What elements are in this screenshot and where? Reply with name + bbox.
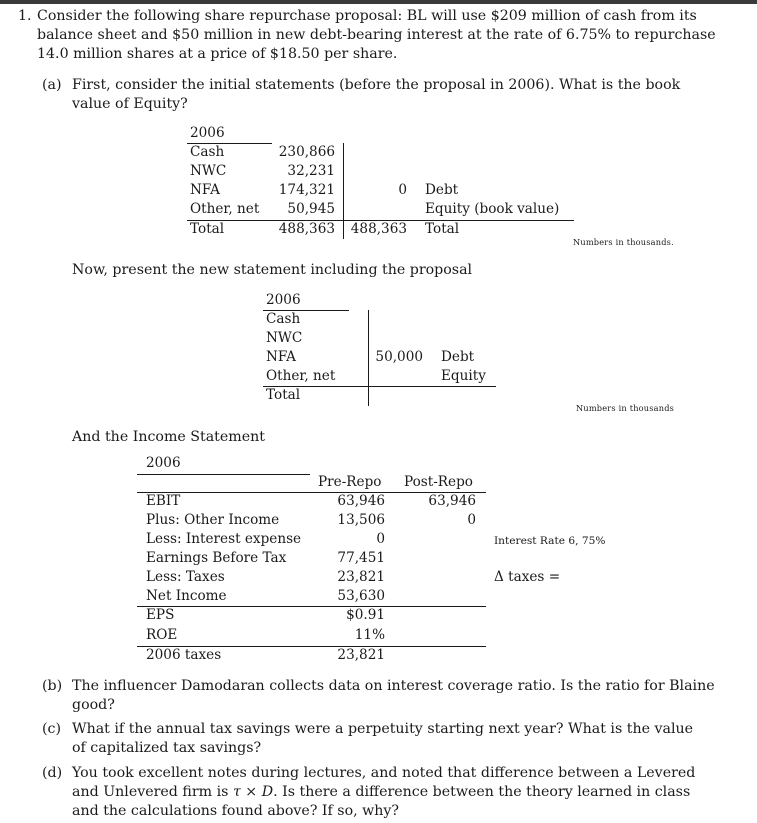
bs2-divider bbox=[368, 310, 369, 406]
bs1-row-nwc: NWC bbox=[190, 163, 227, 179]
is-col-post: Post-Repo bbox=[404, 474, 473, 490]
is-row-net-income: Net Income bbox=[146, 588, 227, 604]
bs1-row-total: Total bbox=[190, 221, 225, 237]
income-intro: And the Income Statement bbox=[72, 429, 265, 445]
is-taxes-rule bbox=[137, 646, 486, 647]
bs1-asset-cash: 230,866 bbox=[278, 144, 335, 160]
new-statement-intro: Now, present the new statement including the proposal bbox=[72, 262, 473, 278]
is-row-eps: EPS bbox=[146, 607, 175, 623]
bs1-asset-nfa: 174,321 bbox=[278, 182, 335, 198]
is-row-ebt: Earnings Before Tax bbox=[146, 550, 287, 566]
part-a-line-2: value of Equity? bbox=[72, 96, 188, 112]
is-row-roe: ROE bbox=[146, 627, 178, 643]
is-row-other-income: Plus: Other Income bbox=[146, 512, 280, 528]
part-a-line-1: First, consider the initial statements (before the proposal in 2006). What is the book bbox=[72, 77, 681, 93]
bs2-debt-value: 50,000 bbox=[375, 349, 423, 365]
bs2-row-total: Total bbox=[266, 387, 301, 403]
part-d-line-2 bbox=[72, 783, 690, 802]
bs2-note: Numbers in thousands bbox=[576, 403, 675, 413]
part-d-line-2-pre: and Unlevered firm is bbox=[72, 784, 233, 800]
bs1-note: Numbers in thousands. bbox=[573, 237, 674, 247]
part-c-line-1: What if the annual tax savings were a perpetuity starting next year? What is the value bbox=[72, 721, 694, 737]
part-a-label: (a) bbox=[42, 77, 62, 93]
bs1-row-other: Other, net bbox=[190, 201, 260, 217]
part-c-line-2: of capitalized tax savings? bbox=[72, 740, 262, 756]
debt-symbol: D bbox=[261, 784, 274, 800]
bs1-debt-value: 0 bbox=[398, 182, 407, 198]
bs1-row-nfa: NFA bbox=[190, 182, 220, 198]
problem-number: 1. bbox=[18, 8, 32, 24]
bs2-row-nfa: NFA bbox=[266, 349, 296, 365]
is-pre-ebit: 63,946 bbox=[337, 493, 385, 509]
part-b-line-2: good? bbox=[72, 697, 115, 713]
bs2-total-rule bbox=[263, 386, 496, 387]
bs1-total-label: Total bbox=[425, 221, 460, 237]
bs1-year: 2006 bbox=[190, 125, 225, 141]
is-row-interest: Less: Interest expense bbox=[146, 531, 302, 547]
part-d-line-2-post: . Is there a difference between the theory learned in class bbox=[273, 784, 691, 800]
is-eps-rule bbox=[137, 606, 486, 607]
times-symbol: × bbox=[240, 784, 262, 800]
is-pre-net-income: 53,630 bbox=[337, 588, 385, 604]
bs1-asset-other: 50,945 bbox=[287, 201, 335, 217]
is-row-2006-taxes: 2006 taxes bbox=[146, 647, 222, 663]
bs2-row-cash: Cash bbox=[266, 311, 301, 327]
bs2-equity-label: Equity bbox=[441, 368, 486, 384]
is-pre-ebt: 77,451 bbox=[337, 550, 385, 566]
is-post-other-income: 0 bbox=[467, 512, 476, 528]
bs1-debt-label: Debt bbox=[425, 182, 459, 198]
bs1-row-cash: Cash bbox=[190, 144, 225, 160]
part-b-label: (b) bbox=[42, 678, 63, 694]
is-delta-taxes: Δ taxes = bbox=[494, 569, 561, 585]
is-post-ebit: 63,946 bbox=[428, 493, 476, 509]
part-d-line-1: You took excellent notes during lectures, and noted that difference between a Levered bbox=[72, 765, 696, 781]
top-border bbox=[0, 0, 757, 4]
bs2-row-other: Other, net bbox=[266, 368, 336, 384]
bs2-year: 2006 bbox=[266, 292, 301, 308]
part-c-label: (c) bbox=[42, 721, 62, 737]
part-d-line-3: and the calculations found above? If so, why? bbox=[72, 803, 400, 819]
problem-line-3: 14.0 million shares at a price of $18.50 per share. bbox=[37, 46, 398, 62]
bs2-row-nwc: NWC bbox=[266, 330, 303, 346]
is-pre-taxes: 23,821 bbox=[337, 569, 385, 585]
bs2-debt-label: Debt bbox=[441, 349, 475, 365]
tau-symbol: τ bbox=[232, 784, 241, 800]
is-year: 2006 bbox=[146, 455, 181, 471]
is-interest-note: Interest Rate 6, 75% bbox=[494, 535, 606, 547]
is-row-ebit: EBIT bbox=[146, 493, 181, 509]
is-pre-roe: 11% bbox=[354, 627, 385, 643]
is-pre-other-income: 13,506 bbox=[337, 512, 385, 528]
is-pre-interest: 0 bbox=[376, 531, 385, 547]
is-pre-2006-taxes: 23,821 bbox=[337, 647, 385, 663]
is-pre-eps: $0.91 bbox=[346, 607, 385, 623]
problem-line-1: Consider the following share repurchase proposal: BL will use $209 million of cash from its bbox=[37, 8, 697, 24]
bs1-liab-total-value: 488,363 bbox=[350, 221, 407, 237]
is-col-pre: Pre-Repo bbox=[318, 474, 382, 490]
part-b-line-1: The influencer Damodaran collects data on interest coverage ratio. Is the ratio for Blaine bbox=[72, 678, 715, 694]
problem-line-2: balance sheet and $50 million in new debt-bearing interest at the rate of 6.75% to repurchase bbox=[37, 27, 716, 43]
bs1-equity-label: Equity (book value) bbox=[425, 201, 560, 217]
is-row-taxes: Less: Taxes bbox=[146, 569, 225, 585]
bs1-asset-total: 488,363 bbox=[278, 221, 335, 237]
part-d-label: (d) bbox=[42, 765, 63, 781]
bs1-divider bbox=[343, 143, 344, 239]
bs1-asset-nwc: 32,231 bbox=[287, 163, 335, 179]
is-year-rule bbox=[137, 474, 310, 475]
